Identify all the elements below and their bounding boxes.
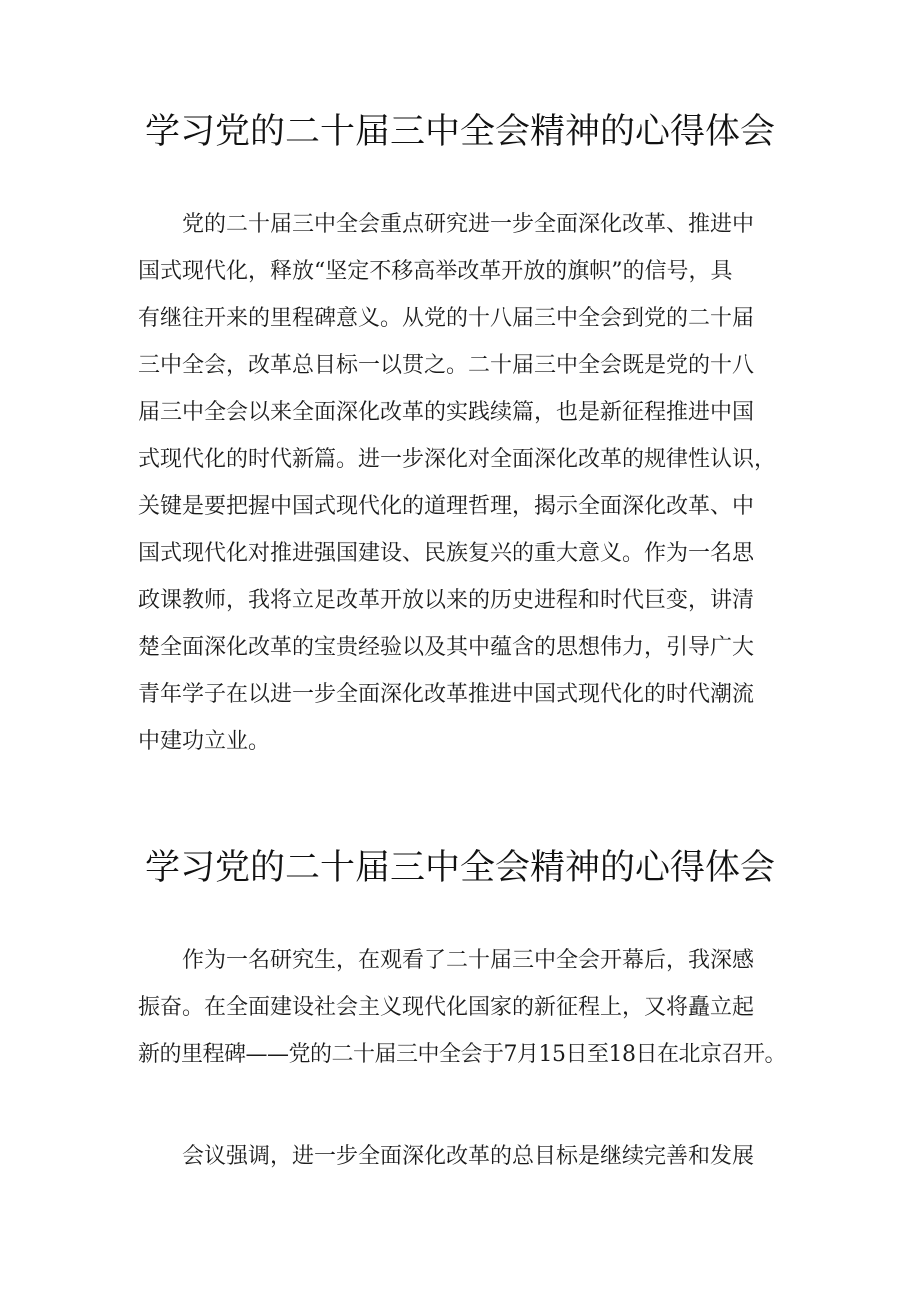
paragraph-line: 国式现代化对推进强国建设、民族复兴的重大意义。作为一名思	[138, 541, 755, 566]
article-paragraph	[138, 201, 786, 765]
paragraph-line: 中建功立业。	[138, 729, 271, 754]
paragraph-line: 作为一名研究生，在观看了二十届三中全会开幕后，我深感	[182, 948, 755, 973]
article-paragraph	[138, 937, 786, 1078]
paragraph-line: 国式现代化，释放“坚定不移高举改革开放的旗帜”的信号，具	[138, 259, 733, 284]
paragraph-line: 式现代化的时代新篇。进一步深化对全面深化改革的规律性认识，	[138, 447, 777, 472]
paragraph-line: 会议强调，进一步全面深化改革的总目标是继续完善和发展	[182, 1144, 755, 1169]
paragraph-line: 政课教师，我将立足改革开放以来的历史进程和时代巨变，讲清	[138, 588, 755, 613]
paragraph-line: 三中全会，改革总目标一以贯之。二十届三中全会既是党的十八	[138, 353, 755, 378]
paragraph-line: 青年学子在以进一步全面深化改革推进中国式现代化的时代潮流	[138, 682, 755, 707]
paragraph-line: 楚全面深化改革的宝贵经验以及其中蕴含的思想伟力，引导广大	[138, 635, 755, 660]
paragraph-line: 党的二十届三中全会重点研究进一步全面深化改革、推进中	[182, 212, 755, 237]
paragraph-line: 届三中全会以来全面深化改革的实践续篇，也是新征程推进中国	[138, 400, 755, 425]
article-title: 学习党的二十届三中全会精神的心得体会	[144, 848, 775, 888]
paragraph-line: 关键是要把握中国式现代化的道理哲理，揭示全面深化改革、中	[138, 494, 755, 519]
paragraph-line: 有继往开来的里程碑意义。从党的十八届三中全会到党的二十届	[138, 306, 755, 331]
article-paragraph	[138, 1133, 786, 1180]
article-title: 学习党的二十届三中全会精神的心得体会	[144, 112, 775, 152]
paragraph-line: 振奋。在全面建设社会主义现代化国家的新征程上，又将矗立起	[138, 995, 755, 1020]
paragraph-line: 新的里程碑——党的二十届三中全会于7月15日至18日在北京召开。	[138, 1042, 786, 1067]
